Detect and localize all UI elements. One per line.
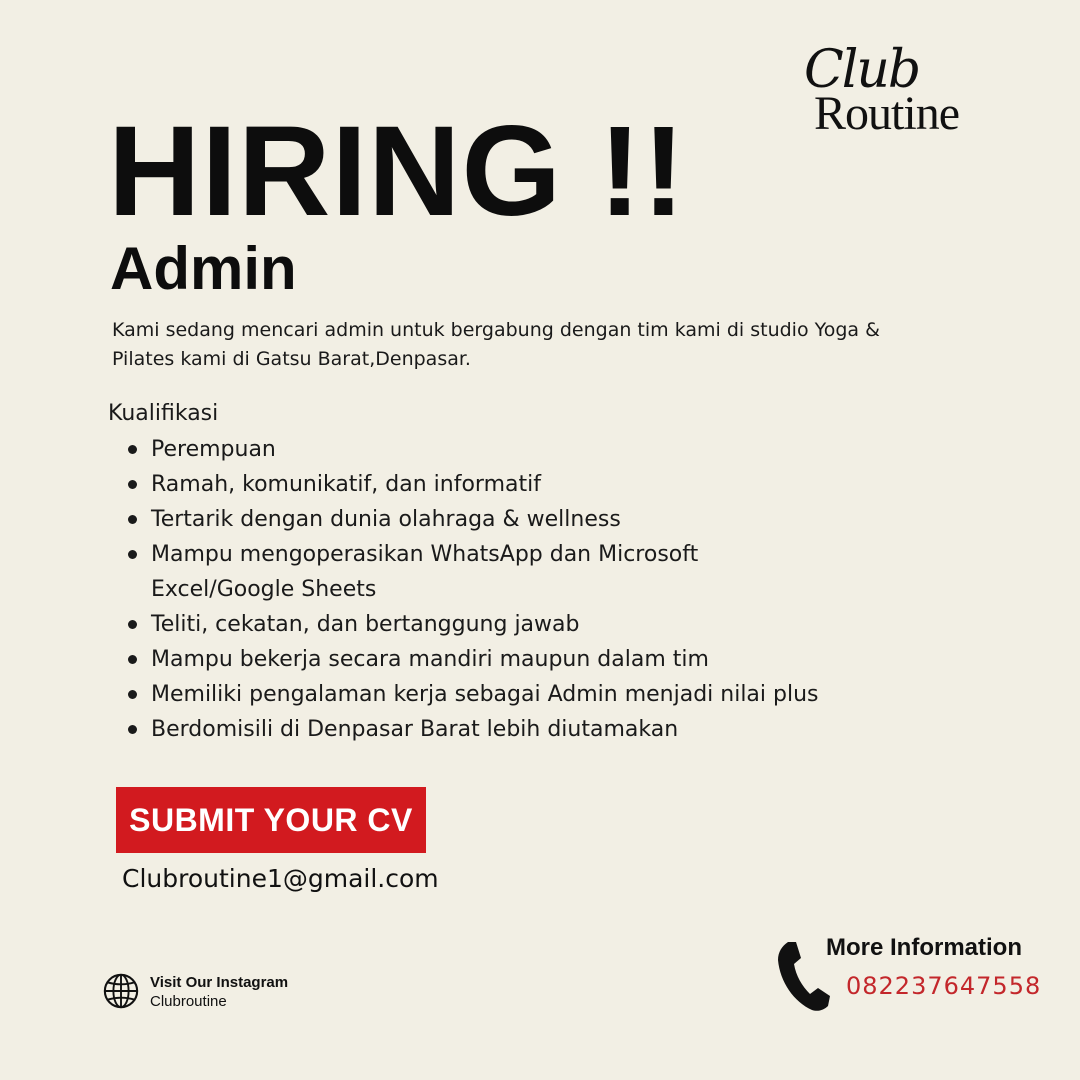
logo-club-text: Club bbox=[804, 40, 920, 100]
intro-text: Kami sedang mencari admin untuk bergabung dengan tim kami di studio Yoga & Pilates kami di Gatsu Barat,Denpasar. bbox=[112, 319, 880, 370]
list-item-text: Perempuan bbox=[151, 437, 276, 462]
bullet-icon bbox=[128, 620, 137, 629]
list-item bbox=[124, 537, 844, 607]
instagram-handle: Clubroutine bbox=[150, 993, 227, 1010]
list-item-text: Teliti, cekatan, dan bertanggung jawab bbox=[151, 612, 580, 637]
bullet-icon bbox=[128, 515, 137, 524]
logo-routine-text: Routine bbox=[814, 87, 959, 140]
globe-icon bbox=[102, 972, 140, 1010]
list-item bbox=[124, 432, 844, 467]
bullet-icon bbox=[128, 480, 137, 489]
headline: HIRING !! bbox=[108, 100, 686, 243]
bullet-icon bbox=[128, 550, 137, 559]
list-item-text: Mampu mengoperasikan WhatsApp dan Microsoft Excel/Google Sheets bbox=[151, 542, 699, 602]
bullet-icon bbox=[128, 445, 137, 454]
phone-number[interactable]: 082237647558 bbox=[846, 972, 1042, 1000]
instagram-title: Visit Our Instagram bbox=[150, 974, 289, 991]
email-link[interactable]: Clubroutine1@gmail.com bbox=[122, 864, 439, 893]
list-item bbox=[124, 607, 844, 642]
phone-icon bbox=[774, 938, 832, 1014]
submit-cv-button[interactable]: SUBMIT YOUR CV bbox=[116, 787, 426, 853]
more-information-title: More Information bbox=[826, 934, 1022, 961]
brand-logo bbox=[800, 40, 990, 140]
bullet-icon bbox=[128, 690, 137, 699]
list-item-text: Berdomisili di Denpasar Barat lebih diutamakan bbox=[151, 717, 679, 742]
list-item-text: Tertarik dengan dunia olahraga & wellness bbox=[151, 507, 621, 532]
list-item bbox=[124, 677, 844, 712]
qualifications-title: Kualifikasi bbox=[108, 401, 219, 426]
list-item bbox=[124, 502, 844, 537]
list-item-text: Mampu bekerja secara mandiri maupun dalam tim bbox=[151, 647, 709, 672]
qualifications-list bbox=[124, 432, 844, 747]
job-role: Admin bbox=[110, 235, 297, 302]
bullet-icon bbox=[128, 655, 137, 664]
list-item-text: Ramah, komunikatif, dan informatif bbox=[151, 472, 541, 497]
list-item bbox=[124, 467, 844, 502]
list-item bbox=[124, 642, 844, 677]
list-item bbox=[124, 712, 844, 747]
bullet-icon bbox=[128, 725, 137, 734]
list-item-text: Memiliki pengalaman kerja sebagai Admin menjadi nilai plus bbox=[151, 682, 819, 707]
